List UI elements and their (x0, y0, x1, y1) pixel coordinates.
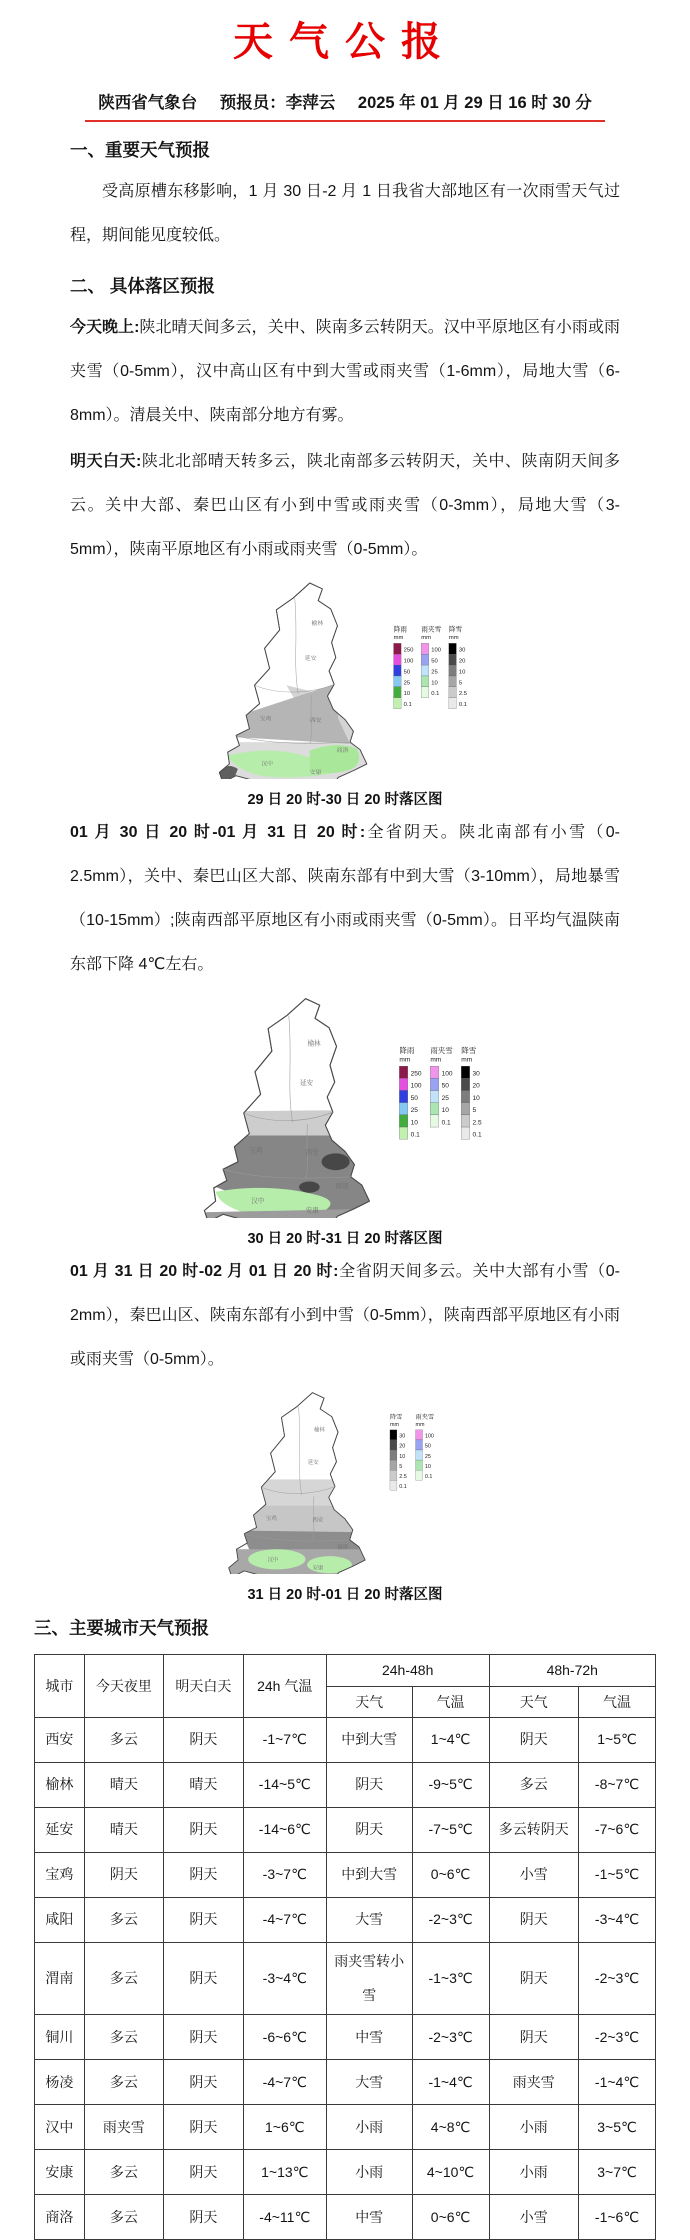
table-row (35, 2060, 656, 2105)
table-row (35, 1718, 656, 1763)
svg-text:100: 100 (441, 1070, 453, 1078)
svg-text:mm: mm (393, 635, 404, 642)
forecast-paragraph-tonight (70, 306, 620, 438)
svg-text:25: 25 (403, 680, 411, 687)
svg-text:2.5: 2.5 (399, 1473, 407, 1480)
table-cell: 晴天 (164, 1763, 243, 1808)
table-cell: 阴天 (164, 2015, 243, 2060)
table-cell: 杨凌 (35, 2060, 85, 2105)
table-cell: 阴天 (326, 1763, 412, 1808)
table-cell: 咸阳 (35, 1898, 85, 1943)
table-cell: 阴天 (326, 1808, 412, 1853)
table-cell: 雨夹雪 (84, 2105, 163, 2150)
table-cell: 阴天 (164, 1898, 243, 1943)
section3-heading: 三、主要城市天气预报 (34, 1618, 209, 1638)
table-cell: 小雨 (326, 2105, 412, 2150)
table-cell: -7~6℃ (578, 1808, 655, 1853)
table-cell: 小雨 (326, 2150, 412, 2195)
forecast-paragraph-day2 (70, 811, 620, 987)
table-cell: -3~4℃ (578, 1898, 655, 1943)
section1-heading: 一、重要天气预报 (70, 140, 210, 160)
svg-text:汉中: 汉中 (261, 761, 273, 768)
shaanxi-precipitation-map-3 (221, 1388, 469, 1574)
svg-text:0.1: 0.1 (403, 702, 412, 709)
table-row (35, 2015, 656, 2060)
table-cell: -4~7℃ (243, 2060, 326, 2105)
map-caption-2: 30 日 20 时-31 日 20 时落区图 (247, 1231, 443, 1247)
table-cell: 4~8℃ (412, 2105, 489, 2150)
svg-text:10: 10 (403, 691, 411, 698)
station-name: 陕西省气象台 (98, 94, 198, 112)
table-cell: -2~3℃ (578, 1943, 655, 2015)
paragraph-lead: 明天白天: (70, 453, 142, 470)
svg-text:宝鸡: 宝鸡 (249, 1147, 263, 1155)
table-cell: 延安 (35, 1808, 85, 1853)
table-cell: 0~6℃ (412, 1853, 489, 1898)
svg-text:10: 10 (424, 1463, 431, 1470)
table-cell: 中雪 (326, 2195, 412, 2240)
table-row (35, 2195, 656, 2240)
paragraph-lead: 01 月 31 日 20 时-02 月 01 日 20 时: (70, 1263, 339, 1280)
table-cell: 多云 (84, 2015, 163, 2060)
map-legend (399, 1045, 482, 1139)
table-cell: 西安 (35, 1718, 85, 1763)
table-cell: 4~10℃ (412, 2150, 489, 2195)
svg-text:西安: 西安 (305, 1149, 319, 1157)
map-legend (394, 625, 468, 709)
table-cell: 商洛 (35, 2195, 85, 2240)
header-weather-2448: 天气 (326, 1686, 412, 1718)
table-cell: 大雪 (326, 1898, 412, 1943)
svg-text:0.1: 0.1 (472, 1131, 482, 1139)
table-cell: -4~11℃ (243, 2195, 326, 2240)
table-cell: 阴天 (164, 2150, 243, 2195)
svg-text:20: 20 (399, 1443, 406, 1450)
table-cell: -2~3℃ (412, 2015, 489, 2060)
table-cell: -1~5℃ (578, 1853, 655, 1898)
header-temp-4872: 气温 (578, 1686, 655, 1718)
table-cell: -3~4℃ (243, 1943, 326, 2015)
svg-text:mm: mm (461, 1056, 473, 1064)
table-cell: 小雪 (489, 1853, 578, 1898)
svg-text:西安: 西安 (312, 1517, 324, 1524)
table-cell: -4~7℃ (243, 1898, 326, 1943)
table-cell: 榆林 (35, 1763, 85, 1808)
svg-text:商洛: 商洛 (335, 1183, 349, 1190)
svg-text:30: 30 (472, 1070, 480, 1078)
svg-text:降雨: 降雨 (399, 1046, 415, 1055)
table-cell: 宝鸡 (35, 1853, 85, 1898)
table-cell: 阴天 (164, 1808, 243, 1853)
table-cell: 阴天 (164, 1718, 243, 1763)
table-row (35, 1763, 656, 1808)
meta-line (85, 89, 605, 122)
svg-text:5: 5 (458, 680, 463, 687)
table-cell: -2~3℃ (578, 2015, 655, 2060)
header-24h-48h: 24h-48h (326, 1655, 489, 1687)
svg-text:西安: 西安 (309, 718, 322, 725)
svg-text:50: 50 (403, 669, 411, 676)
svg-text:降雪: 降雪 (448, 626, 463, 634)
svg-text:mm: mm (421, 635, 431, 642)
table-cell: 1~5℃ (578, 1718, 655, 1763)
issue-datetime: 2025 年 01 月 29 日 16 时 30 分 (357, 94, 592, 112)
svg-text:5: 5 (399, 1463, 403, 1470)
table-cell: 多云 (84, 1898, 163, 1943)
table-cell: 多云转阴天 (489, 1808, 578, 1853)
svg-text:50: 50 (424, 1443, 431, 1450)
table-cell: 1~4℃ (412, 1718, 489, 1763)
table-cell: 铜川 (35, 2015, 85, 2060)
svg-text:安康: 安康 (309, 769, 322, 776)
table-cell: 雨夹雪 (489, 2060, 578, 2105)
svg-text:100: 100 (424, 1433, 434, 1440)
svg-text:汉中: 汉中 (251, 1198, 265, 1205)
table-row (35, 2150, 656, 2195)
precipitation-map-figure-2 (70, 993, 620, 1248)
precipitation-map-figure-1 (70, 578, 620, 809)
table-cell: 阴天 (164, 1853, 243, 1898)
table-cell: -1~6℃ (578, 2195, 655, 2240)
table-cell: 多云 (489, 1763, 578, 1808)
header-weather-4872: 天气 (489, 1686, 578, 1718)
svg-text:mm: mm (399, 1056, 411, 1064)
table-cell: 阴天 (164, 2105, 243, 2150)
svg-text:250: 250 (410, 1070, 422, 1078)
forecast-paragraph-tomorrow (70, 440, 620, 572)
table-cell: -14~6℃ (243, 1808, 326, 1853)
svg-text:50: 50 (431, 658, 438, 665)
svg-text:mm: mm (415, 1421, 425, 1428)
table-header (35, 1655, 656, 1718)
table-cell: 汉中 (35, 2105, 85, 2150)
svg-text:2.5: 2.5 (472, 1119, 482, 1127)
shaanxi-precipitation-map-2 (195, 993, 495, 1218)
paragraph-text: 陕北北部晴天转多云，陕北南部多云转阴天，关中、陕南阴天间多云。关中大部、秦巴山区有小到中雪或雨夹雪（0-3mm），局地大雪（3-5mm），陕南平原地区有小雨或雨夹雪（0-5mm）。 (70, 453, 620, 558)
table-cell: -2~3℃ (412, 1898, 489, 1943)
table-cell: 中到大雪 (326, 1853, 412, 1898)
svg-text:雨夹雪: 雨夹雪 (415, 1414, 435, 1421)
table-cell: 中到大雪 (326, 1718, 412, 1763)
table-cell: -1~7℃ (243, 1718, 326, 1763)
header-temp24: 24h 气温 (243, 1655, 326, 1718)
table-cell: 阴天 (164, 2060, 243, 2105)
svg-text:0.1: 0.1 (431, 691, 440, 698)
table-cell: 1~13℃ (243, 2150, 326, 2195)
forecaster-name: 预报员：李萍云 (219, 94, 336, 112)
table-cell: 阴天 (489, 1943, 578, 2015)
svg-text:延安: 延安 (300, 1079, 314, 1087)
table-cell: -1~3℃ (412, 1943, 489, 2015)
table-cell: 多云 (84, 1718, 163, 1763)
table-cell: 小雨 (489, 2150, 578, 2195)
svg-text:10: 10 (458, 669, 466, 676)
svg-text:安康: 安康 (305, 1207, 319, 1215)
svg-text:榆林: 榆林 (307, 1040, 321, 1048)
table-cell: 小雪 (489, 2195, 578, 2240)
svg-text:mm: mm (430, 1056, 442, 1064)
city-weather-table (34, 1654, 656, 2240)
svg-text:降雪: 降雪 (389, 1414, 403, 1421)
paragraph-lead: 01 月 30 日 20 时-01 月 31 日 20 时: (70, 824, 366, 841)
svg-text:2.5: 2.5 (458, 691, 468, 698)
svg-text:10: 10 (472, 1094, 480, 1102)
table-cell: 小雨 (489, 2105, 578, 2150)
svg-text:25: 25 (431, 669, 438, 676)
svg-text:100: 100 (403, 658, 414, 665)
table-cell: 阴天 (164, 1943, 243, 2015)
svg-text:宝鸡: 宝鸡 (265, 1515, 277, 1522)
svg-text:mm: mm (448, 635, 459, 642)
header-tonight: 今天夜里 (84, 1655, 163, 1718)
table-cell: 多云 (84, 2150, 163, 2195)
table-cell: -1~4℃ (578, 2060, 655, 2105)
svg-text:延安: 延安 (307, 1459, 319, 1466)
svg-text:0.1: 0.1 (458, 702, 468, 709)
table-cell: 阴天 (489, 1898, 578, 1943)
svg-text:0.1: 0.1 (399, 1483, 407, 1490)
shaanxi-precipitation-map-1 (211, 578, 479, 779)
table-cell: 安康 (35, 2150, 85, 2195)
svg-text:10: 10 (410, 1119, 418, 1127)
paragraph-lead: 今天晚上: (70, 319, 140, 336)
svg-text:50: 50 (410, 1094, 418, 1102)
table-cell: 中雪 (326, 2015, 412, 2060)
table-cell: 晴天 (84, 1808, 163, 1853)
forecast-paragraph-day3 (70, 1250, 620, 1382)
table-cell: 晴天 (84, 1763, 163, 1808)
paragraph-text: 全省阴天。陕北南部有小雪（0-2.5mm），关中、秦巴山区大部、陕南东部有中到大雪（3-10mm），局地暴雪（10-15mm）;陕南西部平原地区有小雨或雨夹雪（0-5mm）。日平均气温陕南东部下降 4℃左右。 (70, 824, 620, 973)
svg-text:0.1: 0.1 (424, 1473, 433, 1480)
svg-text:10: 10 (431, 680, 438, 687)
svg-text:100: 100 (431, 647, 442, 654)
table-cell: -6~6℃ (243, 2015, 326, 2060)
table-cell: -14~5℃ (243, 1763, 326, 1808)
header-temp-2448: 气温 (412, 1686, 489, 1718)
header-city: 城市 (35, 1655, 85, 1718)
weather-bulletin-page (0, 10, 690, 2240)
table-cell: 阴天 (164, 2195, 243, 2240)
svg-text:0.1: 0.1 (410, 1131, 420, 1139)
table-cell: 大雪 (326, 2060, 412, 2105)
bulletin-content (0, 136, 690, 1604)
table-cell: -1~4℃ (412, 2060, 489, 2105)
svg-text:降雪: 降雪 (461, 1046, 477, 1055)
svg-text:商洛: 商洛 (337, 1545, 349, 1552)
svg-text:榆林: 榆林 (311, 620, 324, 627)
meta-line-wrap (0, 89, 690, 122)
table-cell: 阴天 (489, 1718, 578, 1763)
svg-text:榆林: 榆林 (314, 1427, 325, 1434)
svg-text:安康: 安康 (312, 1565, 324, 1572)
table-cell: -7~5℃ (412, 1808, 489, 1853)
precipitation-map-figure-3 (70, 1388, 620, 1604)
table-row (35, 2105, 656, 2150)
svg-text:10: 10 (399, 1453, 406, 1460)
svg-text:50: 50 (441, 1082, 449, 1090)
table-cell: 雨夹雪转小雪 (326, 1943, 412, 2015)
map-legend (390, 1413, 434, 1490)
header-48h-72h: 48h-72h (489, 1655, 655, 1687)
svg-text:250: 250 (403, 647, 414, 654)
svg-text:5: 5 (472, 1107, 477, 1115)
svg-text:降雨: 降雨 (393, 626, 407, 634)
svg-text:10: 10 (441, 1107, 449, 1115)
svg-text:汉中: 汉中 (267, 1557, 279, 1564)
section1-body: 受高原槽东移影响，1 月 30 日-2 月 1 日我省大部地区有一次雨雪天气过程，期间能见度较低。 (70, 183, 620, 244)
table-cell: 1~6℃ (243, 2105, 326, 2150)
table-cell: -9~5℃ (412, 1763, 489, 1808)
table-cell: 多云 (84, 2060, 163, 2105)
svg-text:0.1: 0.1 (441, 1119, 451, 1127)
svg-text:25: 25 (410, 1107, 418, 1115)
table-cell: 阴天 (84, 1853, 163, 1898)
table-cell: -8~7℃ (578, 1763, 655, 1808)
header-tomorrow: 明天白天 (164, 1655, 243, 1718)
table-cell: 3~7℃ (578, 2150, 655, 2195)
svg-text:商洛: 商洛 (336, 748, 349, 755)
table-row (35, 1943, 656, 2015)
paragraph-text: 陕北晴天间多云，关中、陕南多云转阴天。汉中平原地区有小雨或雨夹雪（0-5mm），汉中高山区有中到大雪或雨夹雪（1-6mm），局地大雪（6-8mm）。清晨关中、陕南部分地方有雾。 (70, 319, 620, 424)
svg-text:30: 30 (458, 647, 466, 654)
table-cell: 3~5℃ (578, 2105, 655, 2150)
table-cell: 渭南 (35, 1943, 85, 2015)
svg-text:20: 20 (472, 1082, 480, 1090)
table-cell: 多云 (84, 2195, 163, 2240)
svg-text:宝鸡: 宝鸡 (259, 716, 272, 723)
table-cell: 0~6℃ (412, 2195, 489, 2240)
map-caption-1: 29 日 20 时-30 日 20 时落区图 (247, 792, 443, 808)
svg-text:30: 30 (399, 1433, 406, 1440)
page-title: 天气公报 (233, 20, 457, 64)
table-row (35, 1853, 656, 1898)
paragraph-text: 全省阴天间多云。关中大部有小雪（0-2mm），秦巴山区、陕南东部有小到中雪（0-5mm），陕南西部平原地区有小雨或雨夹雪（0-5mm）。 (70, 1263, 620, 1368)
svg-text:mm: mm (389, 1421, 399, 1428)
table-cell: 阴天 (489, 2015, 578, 2060)
svg-text:雨夹雪: 雨夹雪 (421, 626, 442, 634)
city-weather-tbody (35, 1718, 656, 2240)
table-cell: 多云 (84, 1943, 163, 2015)
section2-heading: 二、 具体落区预报 (70, 276, 215, 296)
table-row (35, 1898, 656, 1943)
svg-text:20: 20 (458, 658, 466, 665)
svg-text:100: 100 (410, 1082, 422, 1090)
section3 (0, 1614, 690, 2240)
svg-text:延安: 延安 (304, 656, 317, 663)
table-cell: -3~7℃ (243, 1853, 326, 1898)
svg-text:25: 25 (441, 1094, 449, 1102)
map-caption-3: 31 日 20 时-01 日 20 时落区图 (247, 1587, 443, 1603)
svg-text:雨夹雪: 雨夹雪 (430, 1046, 453, 1055)
table-row (35, 1808, 656, 1853)
svg-text:25: 25 (424, 1453, 431, 1460)
